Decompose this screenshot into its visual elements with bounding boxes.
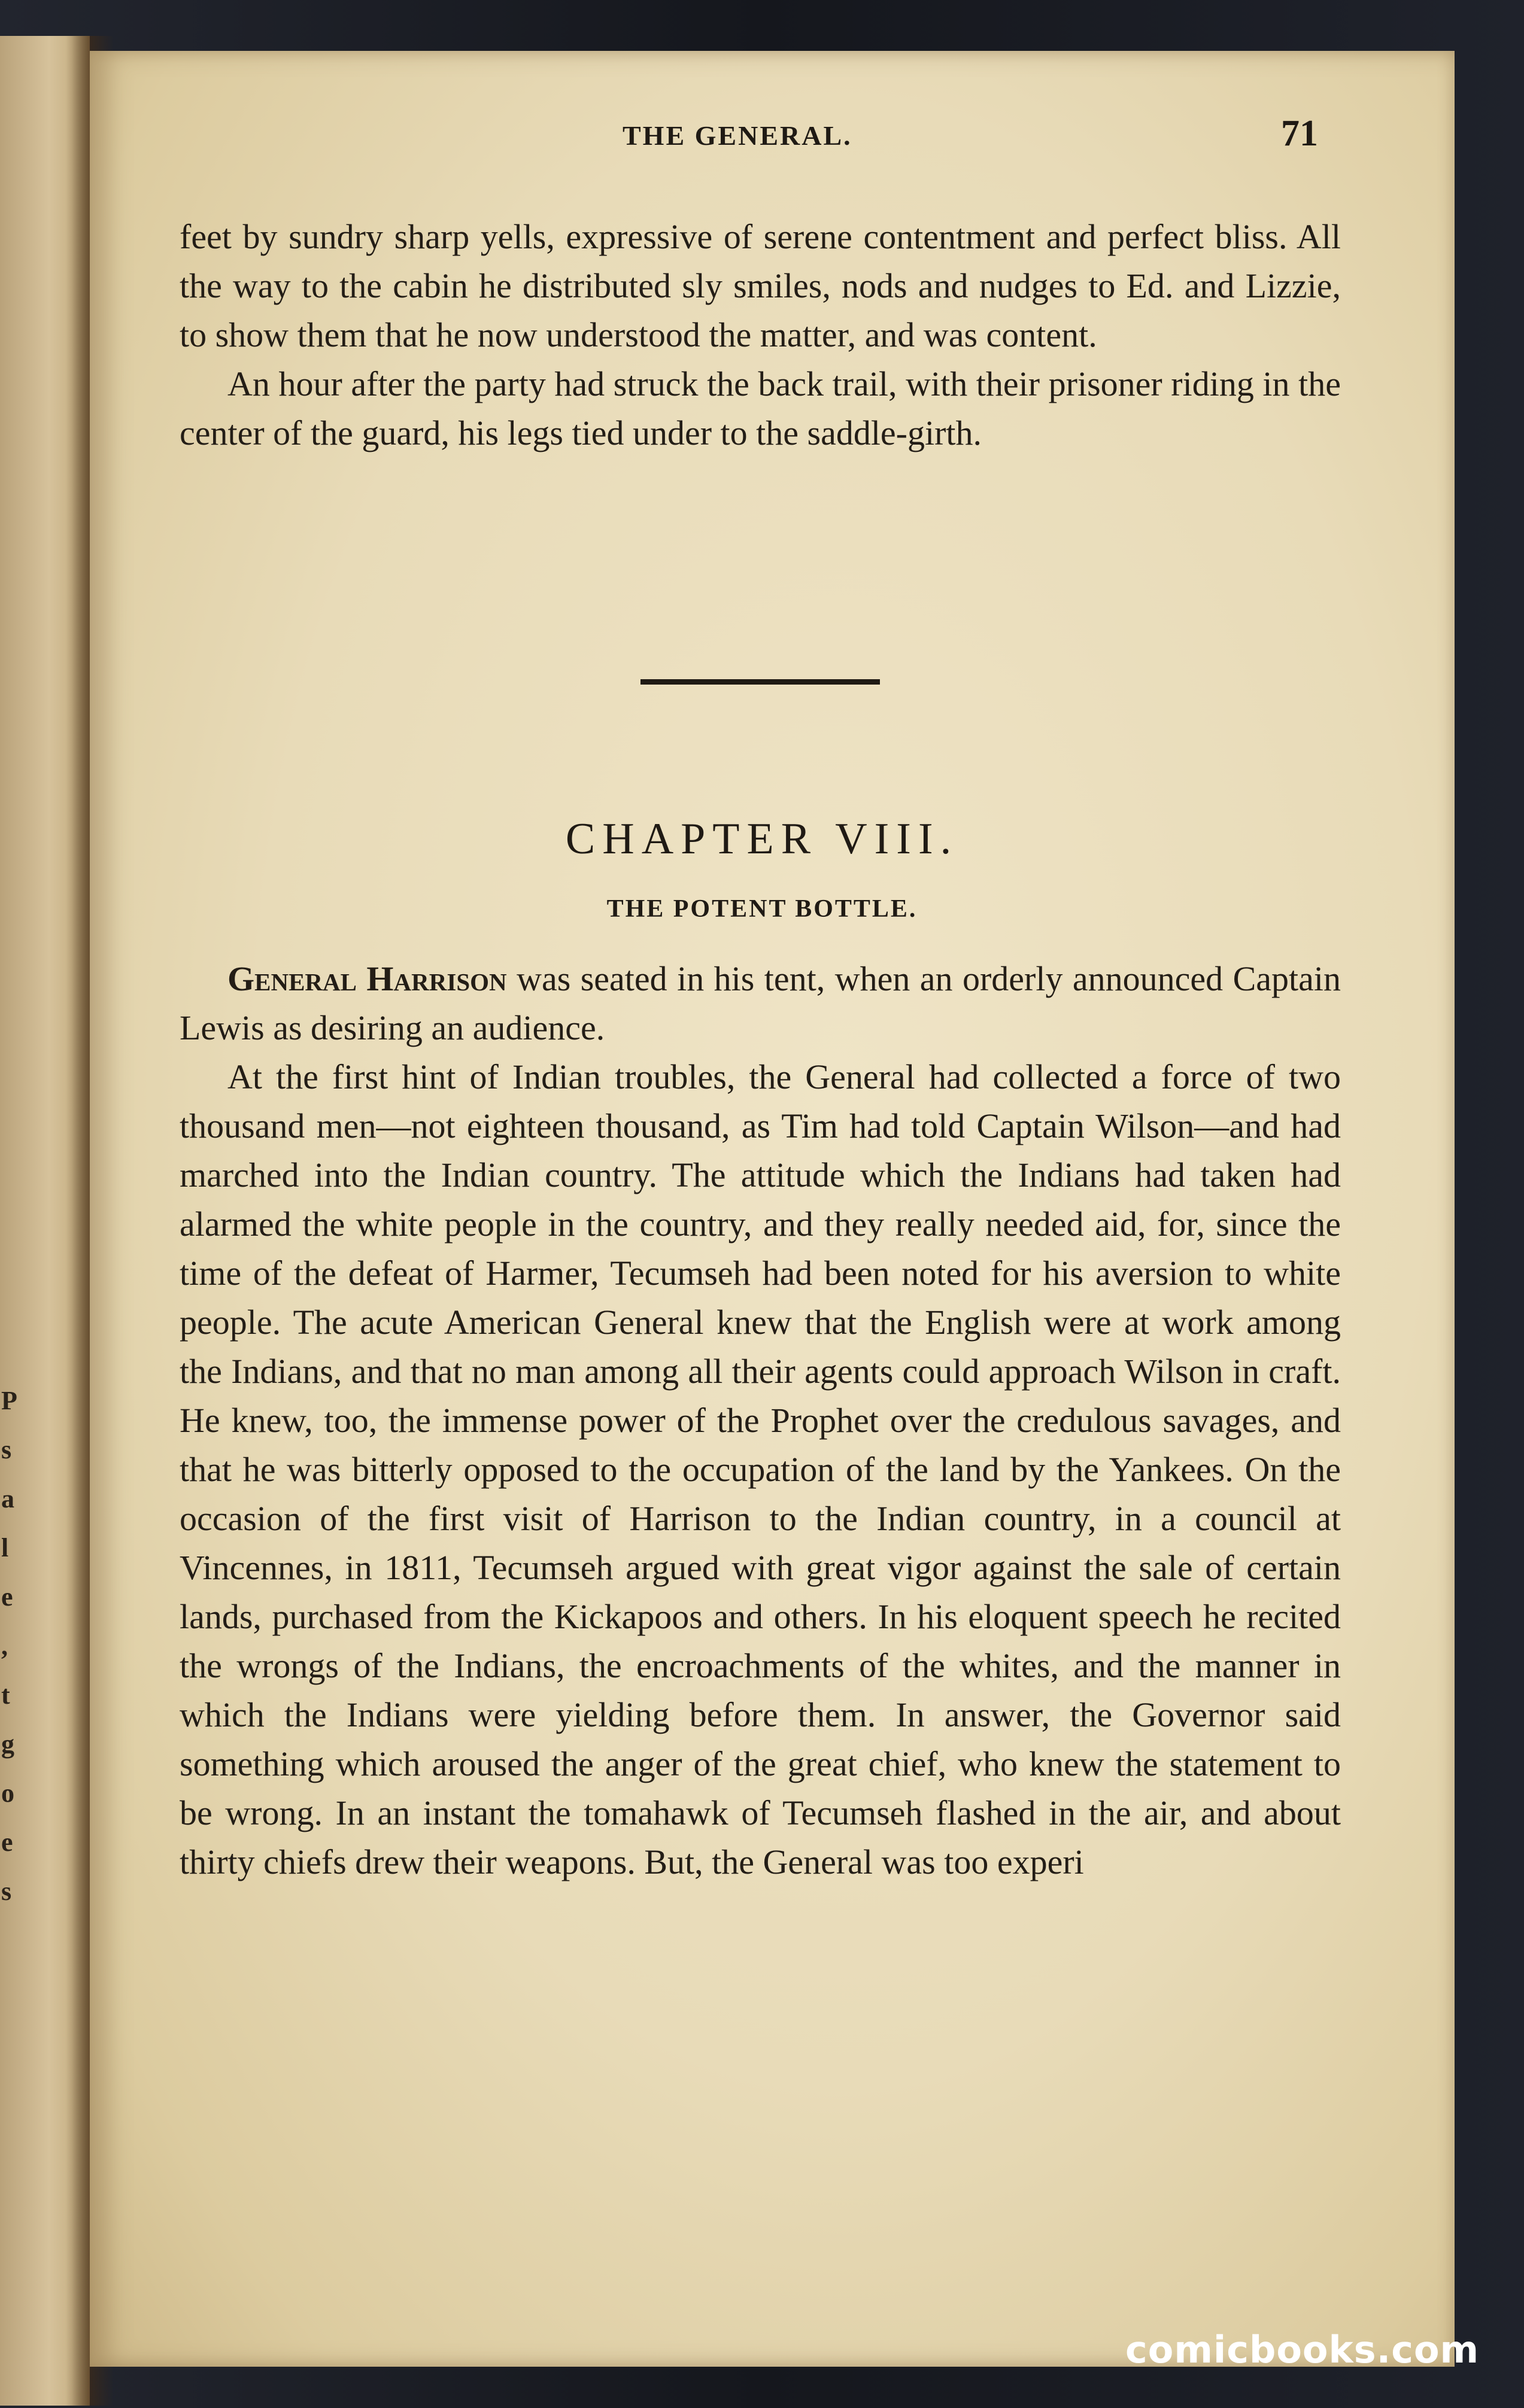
chapter-first-paragraph bbox=[180, 954, 1341, 1053]
chapter-lead-words: General Harrison bbox=[227, 959, 507, 998]
paragraph: An hour after the party had struck the back trail, with their prisoner riding in the center of the guard, his legs tied under to the saddle-girth. bbox=[180, 364, 1341, 452]
prev-page-mark: t bbox=[1, 1680, 10, 1710]
chapter-subtitle: THE POTENT BOTTLE. bbox=[606, 895, 918, 923]
prev-page-mark: e bbox=[1, 1828, 13, 1857]
prev-page-mark: o bbox=[1, 1778, 14, 1808]
page-number: 71 bbox=[1281, 113, 1318, 154]
previous-page-text-fragments bbox=[1, 1376, 25, 1916]
chapter-body-text bbox=[180, 954, 1341, 1887]
prev-page-mark: s bbox=[1, 1877, 12, 1906]
chapter-title: CHAPTER VIII. bbox=[565, 814, 959, 864]
prev-page-mark: s bbox=[1, 1435, 12, 1464]
prev-page-mark: , bbox=[1, 1631, 8, 1661]
top-section-text bbox=[180, 212, 1341, 458]
chapter-first-paragraph-rest: was seated in his tent, when an orderly announced Captain Lewis as desiring an audience. bbox=[180, 959, 1341, 1047]
section-divider-rule bbox=[640, 679, 880, 685]
prev-page-mark: P bbox=[1, 1386, 17, 1415]
prev-page-mark: g bbox=[1, 1729, 14, 1759]
prev-page-mark: e bbox=[1, 1582, 13, 1612]
prev-page-mark: l bbox=[1, 1533, 9, 1562]
paragraph: At the first hint of Indian troubles, the General had collected a force of two thousand men—not eighteen thousand, as Tim had told Captain Wilson—and had marched into the Indian country. The attitude which the Indians had taken had alarmed the white people in the country, and they really needed aid, for, since the time of the defeat of Harmer, Tecumseh had been noted for his aversion to white people. The acute American General knew that the English were at work among the Indians, and that no man among all their agents could approach Wilson in craft. He knew, too, the immense power of the Prophet over the credulous savages, and that he was bitterly opposed to the occupation of the land by the Yankees. On the occasion of the first visit of Harrison to the Indian country, in a council at Vincennes, in 1811, Tecumseh argued with great vigor against the sale of certain lands, purchased from the Kickapoos and others. In his eloquent speech he recited the wrongs of the Indians, the encroachments of the whites, and the manner in which the Indians were yielding before them. In answer, the Governor said something which aroused the anger of the great chief, who knew the statement to be wrong. In an instant the tomahawk of Tecumseh flashed in the air, and about thirty chiefs drew their weapons. But, the General was too experi bbox=[180, 1057, 1341, 1881]
watermark-text: comicbooks.com bbox=[1125, 2328, 1480, 2371]
paragraph: feet by sundry sharp yells, expressive of serene contentment and perfect bliss. All the way to the cabin he distributed sly smiles, nods and nudges to Ed. and Lizzie, to show them that he now understood the matter, and was content. bbox=[180, 217, 1341, 354]
running-head: THE GENERAL. bbox=[623, 120, 852, 151]
prev-page-mark: a bbox=[1, 1484, 14, 1513]
